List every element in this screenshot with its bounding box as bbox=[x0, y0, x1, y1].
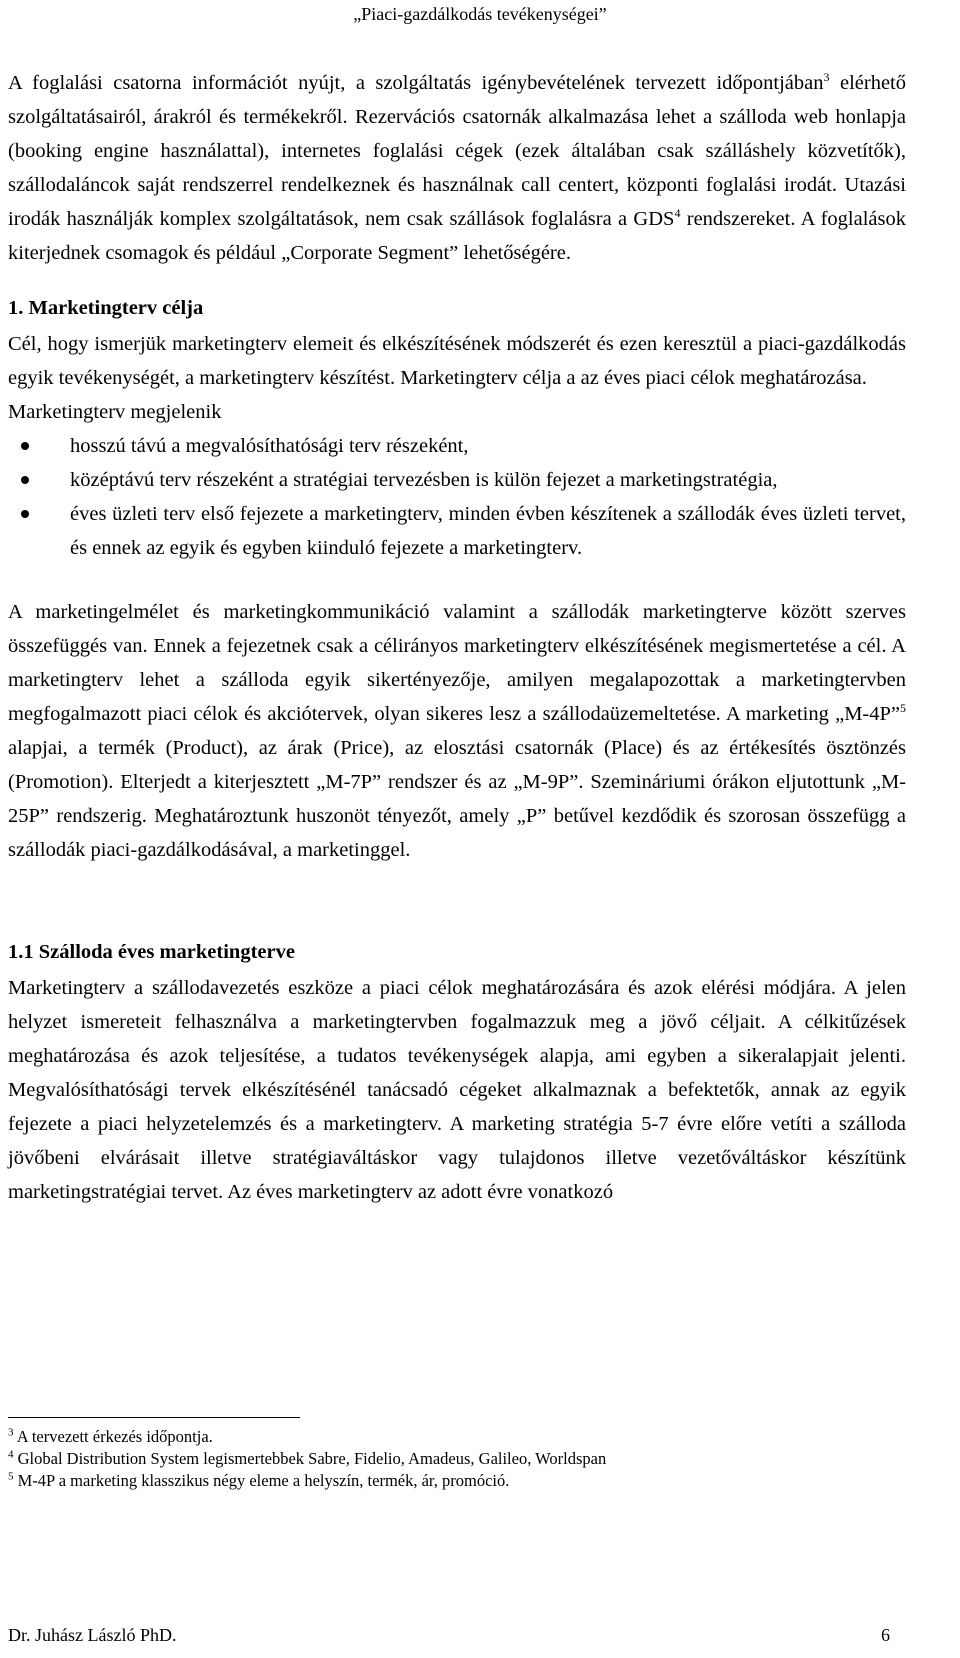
list-item: éves üzleti terv első fejezete a marketingterv, minden évben készítenek a szállodák éves üzleti tervet, és ennek az egyik és egyben kiinduló fejezete a marketingterv. bbox=[8, 497, 906, 565]
footer-author: Dr. Juhász László PhD. bbox=[8, 1625, 177, 1645]
running-header: „Piaci-gazdálkodás tevékenységei” bbox=[353, 4, 607, 24]
footnote-3: $^3$ A tervezett érkezés időpontja. bbox=[8, 1426, 213, 1446]
footnote-ref-4: 4 bbox=[674, 206, 681, 221]
bullet-icon bbox=[21, 442, 29, 450]
bullet-icon bbox=[21, 476, 29, 484]
bullet-list bbox=[8, 429, 906, 565]
section-1-paragraph-3: A marketingelmélet és marketingkommunikáció valamint a szállodák marketingterve között szerves összefüggés van. Ennek a fejezetnek csak a célirányos marketingterv elkészítésének megismertetése a cél. A marketingterv lehet a szálloda egyik sikertényezője, amilyen megalapozottak a marketingtervben megfogalmazott piaci célok és akciótervek, olyan sikeres lesz a szállodaüzemeltetése. A marketing „M-4P”$^5$ alapjai, a termék (Product), az árak (Price), az elosztási csatornák (Place) és az értékesítés ösztönzés (Promotion). Elterjedt a kiterjesztett „M-7P” rendszer és az „M-9P”. Szemináriumi órákon eljutottunk „M-25P” rendszerig. Meghatároztunk huszonöt tényezőt, amely „P” betűvel kezdődik és szorosan összefügg a szállodák piaci-gazdálkodásával, a marketinggel. bbox=[8, 601, 906, 861]
footnote-4: $^4$ Global Distribution System legismertebbek Sabre, Fidelio, Amadeus, Galileo, Worldspan bbox=[8, 1448, 607, 1468]
list-item: középtávú terv részeként a stratégiai tervezésben is külön fejezet a marketingstratégia, bbox=[8, 463, 906, 497]
page-content bbox=[8, 66, 906, 1209]
section-1-paragraph-1: Cél, hogy ismerjük marketingterv elemeit és elkészítésének módszerét és ezen keresztül a piaci-gazdálkodás egyik tevékenységét, a marketingterv készítést. Marketingterv célja a az éves piaci célok meghatározása. bbox=[8, 333, 906, 389]
footnote-ref-5: 5 bbox=[900, 701, 906, 716]
footnote-5: $^5$ M-4P a marketing klasszikus négy eleme a helyszín, termék, ár, promóció. bbox=[8, 1470, 510, 1490]
footnote-separator bbox=[8, 1417, 300, 1418]
footnote-ref-3: 3 bbox=[823, 70, 830, 85]
section-1-1-paragraph: Marketingterv a szállodavezetés eszköze a piaci célok meghatározására és azok elérési módjára. A jelen helyzet ismereteit felhasználva a marketingtervben fogalmazzuk meg a jövő céljait. A célkitűzések meghatározása és azok teljesítése, a tudatos tevékenységek alapja, ami egyben a sikeralapjait jelenti. Megvalósíthatósági tervek elkészítésénél tanácsadó cégeket alkalmaznak a befektetők, annak az egyik fejezete a piaci helyzetelemzés és a marketingterv. A marketing stratégia 5-7 évre előre vetíti a szálloda jövőbeni elvárásait illetve stratégiaváltáskor vagy tulajdonos illetve vezetőváltáskor készítünk marketingstratégiai tervet. Az éves marketingterv az adott évre vonatkozó bbox=[8, 977, 906, 1203]
page-number: 6 bbox=[881, 1625, 890, 1645]
section-1-heading: 1. Marketingterv célja bbox=[8, 297, 204, 319]
section-1-1-heading: 1.1 Szálloda éves marketingterve bbox=[8, 941, 295, 963]
bullet-icon bbox=[21, 510, 29, 518]
intro-paragraph: A foglalási csatorna információt nyújt, a szolgáltatás igénybevételének tervezett időpontjában$^3$ elérhető szolgáltatásairól, árakról és termékekről. Rezervációs csatornák alkalmazása lehet a szálloda web honlapja (booking engine használattal), internetes foglalási cégek (ezek általában csak szálláshely közvetítők), szállodaláncok saját rendszerrel rendelkeznek és használnak call centert, központi foglalási irodát. Utazási irodák használják komplex szolgáltatások, nem csak szállások foglalásra a GDS$^4$ rendszereket. A foglalások kiterjednek csomagok és például „Corporate Segment” lehetőségére. bbox=[8, 70, 907, 264]
page-footer bbox=[8, 1623, 890, 1647]
section-1-paragraph-2: Marketingterv megjelenik bbox=[8, 401, 222, 423]
list-item: hosszú távú a megvalósíthatósági terv részeként, bbox=[8, 429, 906, 463]
footnotes bbox=[8, 1426, 906, 1492]
